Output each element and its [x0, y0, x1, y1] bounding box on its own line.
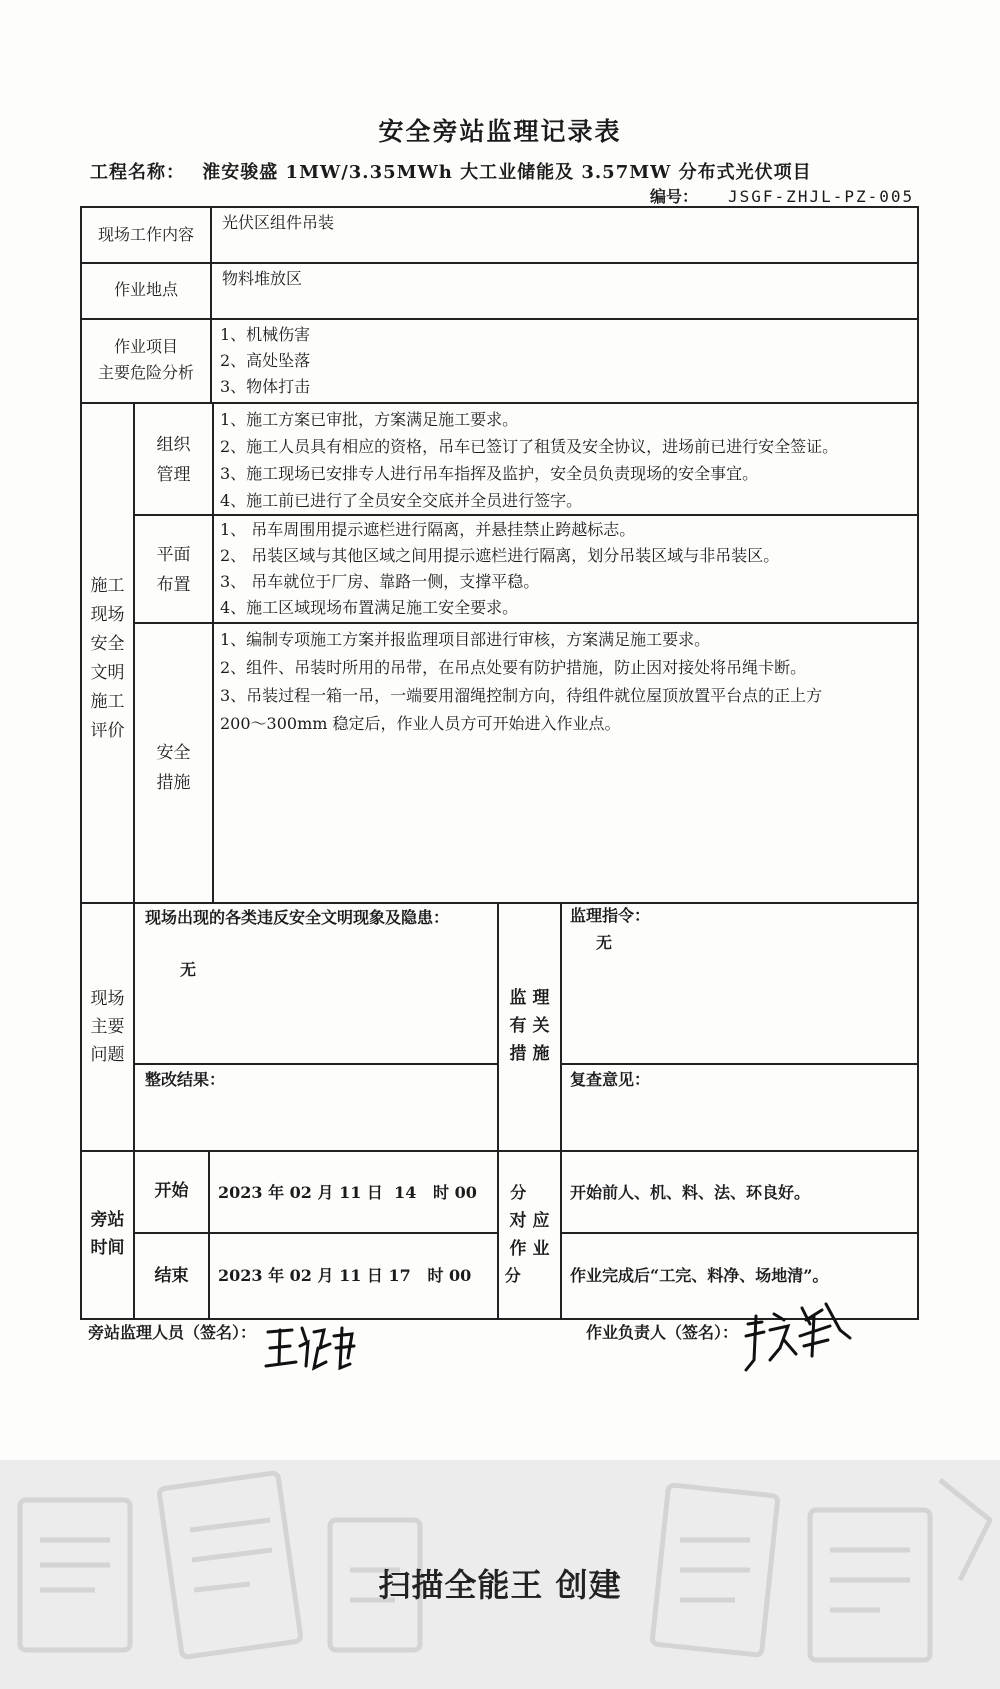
label-line: 对 应 [509, 1211, 550, 1231]
leader-signature [740, 1290, 860, 1376]
org-management-label [135, 430, 212, 490]
list-item: 3、施工现场已安排专人进行吊车指挥及监护，安全员负责现场的安全事宜。 [220, 464, 759, 483]
label-line: 旁站 [90, 1210, 125, 1230]
document-title: 安全旁站监理记录表 [378, 117, 622, 146]
label-line: 主要 [90, 1017, 125, 1037]
supervisor-sign-label: 旁站监理人员（签名）： [88, 1323, 257, 1342]
label-line: 监 理 [509, 988, 550, 1008]
layout-list [220, 517, 779, 621]
project-name: 淮安骏盛 1MW/3.35MWh 大工业储能及 3.57MW 分布式光伏项目 [202, 162, 812, 183]
scanner-footer [0, 1460, 1000, 1689]
measures-label [499, 984, 560, 1068]
label-line: 作 业 [509, 1239, 550, 1259]
label-line: 平面 [156, 545, 191, 565]
list-item: 3、吊装过程一箱一吊，一端要用溜绳控制方向，待组件就位屋顶放置平台点的正上方 [220, 686, 823, 705]
end-note: 作业完成后“工完、料净、场地清”。 [570, 1266, 829, 1285]
label-line: 时间 [90, 1238, 125, 1258]
list-item: 2、组件、吊装时所用的吊带，在吊点处要有防护措施，防止因对接处将吊绳卡断。 [220, 658, 807, 677]
safety-measures-label [135, 738, 212, 798]
label-line: 措 施 [509, 1044, 550, 1064]
list-item: 200～300mm 稳定后，作业人员方可开始进入作业点。 [220, 714, 621, 733]
start-note: 开始前人、机、料、法、环良好。 [570, 1183, 811, 1202]
project-label: 工程名称： [90, 162, 185, 183]
project-line [90, 158, 812, 184]
list-item: 1、 吊车周围用提示遮栏进行隔离，并悬挂禁止跨越标志。 [220, 520, 636, 539]
instruction-value: 无 [596, 933, 613, 952]
evaluation-section-label [82, 572, 133, 746]
work-content-value: 光伏区组件吊装 [222, 213, 335, 232]
label-line: 现场 [90, 989, 125, 1009]
label-line: 现场 [90, 605, 125, 625]
list-item: 1、施工方案已审批，方案满足施工要求。 [220, 410, 519, 429]
label-line: 管理 [156, 465, 191, 485]
time-label [82, 1206, 133, 1262]
safety-measures-list [220, 626, 822, 738]
hazard-label [82, 334, 210, 386]
hazard-label-line-1: 作业项目 [113, 337, 178, 356]
list-item: 4、施工前已进行了全员安全交底并全员进行签字。 [220, 491, 583, 510]
hazard-label-line-2: 主要危险分析 [97, 363, 194, 382]
end-time: 2023 年 02 月 11 日 17 时 00 分 [218, 1266, 521, 1285]
list-item: 3、物体打击 [220, 377, 311, 396]
hazard-list [220, 322, 310, 400]
list-item: 3、 吊车就位于厂房、靠路一侧，支撑平稳。 [220, 572, 540, 591]
start-time: 2023 年 02 月 11 日 14 时 00 分 [218, 1183, 527, 1202]
label-line: 有 关 [509, 1016, 550, 1036]
list-item: 2、 吊装区域与其他区域之间用提示遮栏进行隔离，划分吊装区域与非吊装区。 [220, 546, 780, 565]
scanner-watermark-text: 扫描全能王 创建 [378, 1566, 622, 1604]
rectify-label: 整改结果： [145, 1070, 226, 1089]
list-item: 4、施工区域现场布置满足施工安全要求。 [220, 598, 519, 617]
corresponding-work-label [499, 1207, 560, 1263]
supervisor-signature [262, 1318, 362, 1376]
code-value: JSGF-ZHJL-PZ-005 [728, 187, 915, 206]
label-line: 措施 [156, 773, 191, 793]
violations-label: 现场出现的各类违反安全文明现象及隐患： [145, 908, 450, 927]
start-label: 开始 [154, 1181, 189, 1201]
label-line: 文明 [90, 663, 125, 683]
end-label: 结束 [154, 1266, 189, 1286]
location-label: 作业地点 [113, 280, 178, 299]
label-line: 安全 [90, 634, 125, 654]
label-line: 问题 [90, 1045, 125, 1065]
problems-label [82, 985, 133, 1069]
label-line: 施工 [90, 576, 125, 596]
code-label: 编号： [650, 187, 699, 206]
label-line: 评价 [90, 721, 125, 741]
code-line [650, 184, 914, 207]
instruction-label: 监理指令： [570, 906, 651, 925]
label-line: 安全 [156, 743, 191, 763]
layout-label [135, 540, 212, 600]
label-line: 组织 [156, 435, 191, 455]
list-item: 2、施工人员具有相应的资格，吊车已签订了租赁及安全协议，进场前已进行安全签证。 [220, 437, 839, 456]
violations-value: 无 [180, 960, 197, 979]
label-line: 施工 [90, 692, 125, 712]
work-content-label: 现场工作内容 [97, 225, 194, 244]
location-value: 物料堆放区 [222, 269, 303, 288]
org-management-list [220, 406, 838, 514]
list-item: 2、高处坠落 [220, 351, 311, 370]
label-line: 布置 [156, 575, 191, 595]
leader-sign-label: 作业负责人（签名）： [586, 1323, 739, 1342]
review-label: 复查意见： [570, 1070, 651, 1089]
list-item: 1、机械伤害 [220, 325, 311, 344]
list-item: 1、编制专项施工方案并报监理项目部进行审核，方案满足施工要求。 [220, 630, 711, 649]
